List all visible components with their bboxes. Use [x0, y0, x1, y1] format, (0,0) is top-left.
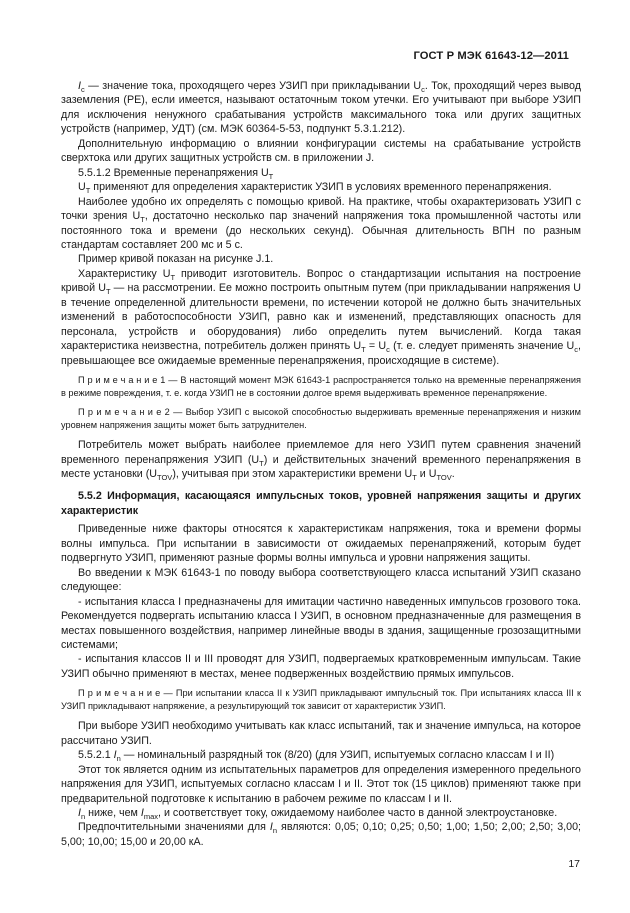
subscript: TOV	[157, 473, 173, 483]
text-run: 5.5.1.2 Временные перенапряжения U	[78, 166, 269, 179]
text-run: , достаточно несколько пар значений напряжения тока промышленной частоты или постоянного тока и времени (до нескольких секунд). Обычная длительность ВПН по разным стандартам составляет 200 мс и 5 с.	[61, 210, 581, 251]
subscript: T	[105, 287, 111, 297]
paragraph-figure-ref: Пример кривой показан на рисунке J.1.	[78, 253, 274, 266]
subscript: TOV	[436, 473, 452, 483]
section-5-5-1-2-title	[61, 166, 581, 180]
standard-header: ГОСТ Р МЭК 61643-12—2011	[413, 50, 569, 62]
text-run: Потребитель может выбрать наиболее приемлемое для него УЗИП путем сравнения значений временного перенапряжения УЗИП (U	[61, 439, 581, 466]
page-number: 17	[568, 858, 580, 870]
symbol-i: I	[78, 80, 81, 92]
symbol-i: I	[78, 807, 81, 820]
note-2: П р и м е ч а н и е 2 — Выбор УЗИП с высокой способностью выдерживать временные перенапряжения и низким уровнем напряжения защиты может быть затруднителен.	[61, 407, 581, 431]
note-1: П р и м е ч а н и е 1 — В настоящий момент МЭК 61643-1 распространяется только на временные перенапряжения в режиме повреждения, т. е. когда УЗИП не в состоянии долгое время выдерживать временное перенапряжение.	[61, 375, 581, 399]
subscript: c	[80, 85, 85, 95]
text-run: Характеристику U	[78, 267, 171, 280]
text-run: — значение тока, проходящего через УЗИП при прикладывании U	[84, 80, 422, 92]
text-run: U	[78, 181, 86, 194]
section-5-5-2-heading: 5.5.2 Информация, касающаяся импульсных токов, уровней напряжения защиты и других характеристик	[61, 490, 581, 517]
subscript: T	[259, 458, 264, 468]
paragraph-class-1: - испытания класса I предназначены для имитации частично наведенных импульсов грозового тока. Рекомендуется подвергать испытанию класса I УЗИП, в основном предназначенные для размещения в местах повышенного воздействия, например линейные вводы в здания, защищенные грозозащитными системами;	[61, 595, 581, 651]
subscript: n	[80, 812, 86, 822]
text-run: .	[451, 467, 455, 480]
text-run: являются: 0,05; 0,10; 0,25; 0,50; 1,00; 1,50; 2,00; 2,50; 3,00; 5,00; 10,00; 15,00 и 20,00 кА.	[61, 821, 581, 848]
note-3: П р и м е ч а н и е — При испытании класса II к УЗИП прикладывают импульсный ток. При испытаниях класса III к УЗИП прикладывают напряжение, а результирующий ток зависит от характеристик УЗИП.	[61, 688, 581, 712]
text-run: приводит изготовитель. Вопрос о стандартизации испытания на построение кривой U	[61, 267, 581, 295]
text-run: Наиболее удобно их определять с помощью кривой. На практике, чтобы охарактеризовать УЗИП с точки зрения U	[61, 195, 581, 223]
paragraph-ut-manufacturer	[61, 267, 581, 368]
text-run: Предпочтительными значениями для	[78, 821, 270, 834]
paragraph-intro-iec: Во введении к МЭК 61643-1 по поводу выбора соответствующего класса испытаний УЗИП сказано следующее:	[61, 566, 581, 594]
subscript: T	[268, 171, 274, 181]
paragraph-additional-info: Дополнительную информацию о влиянии конфигурации системы на срабатывание устройств сверхтока или других защитных устройств см. в приложении J.	[61, 137, 581, 165]
text-run: . Ток, проходящий через вывод заземления (PE), если имеется, называют остаточным током утечки. Его учитывают при выборе УЗИП для исключения ненужного срабатывания устройств максимального тока или других защитных устройств (например, УДТ) (см. МЭК 60364-5-53, подпункт 5.3.1.212).	[61, 80, 581, 136]
text-run: ниже, чем	[85, 807, 141, 820]
text-run: — на рассмотрении. Ее можно построить опытным путем (при прикладывании напряжения U в течение определенной длительности времени, по истечении которой не должно быть значительных изменений в работоспособности УЗИП, равно как и изменений, представляющих опасность для персонала, устройств и оборудования) либо определить путем вычислений. Когда такая характеристика неизвестна, потребитель должен принять U	[61, 282, 581, 353]
text-run: (т. е. следует применять значение U	[389, 340, 575, 353]
paragraph-comparison	[61, 438, 581, 481]
subscript: T	[170, 273, 176, 283]
subscript: T	[412, 473, 417, 483]
subscript: T	[85, 186, 91, 196]
paragraph-factors: Приведенные ниже факторы относятся к характеристикам напряжения, тока и времени формы волны импульса. При испытании в зависимости от ожидаемых перенапряжений, которым будет подвергнуто УЗИП, применяют разные формы волны импульса и уровни напряжения защиты.	[61, 523, 581, 565]
paragraph-ic	[61, 79, 581, 137]
text-run: = U	[365, 340, 387, 353]
text-run: — номинальный разрядный ток (8/20) (для УЗИП, испытуемых согласно классам I и II)	[120, 749, 555, 762]
text-run: применяют для определения характеристик УЗИП в условиях временного перенапряжения.	[90, 181, 552, 194]
subscript: T	[140, 215, 145, 225]
subscript: c	[421, 85, 425, 95]
text-run: , и соответствует току, ожидаемому наиболее часто в данной электроустановке.	[158, 807, 558, 820]
subscript: T	[361, 345, 366, 355]
text-run: ) и действительных значений временного перенапряжения в месте установки (U	[61, 453, 581, 480]
paragraph-preferred-values	[61, 820, 581, 849]
subscript: n	[116, 754, 121, 764]
section-5-5-2-1-title	[61, 748, 581, 762]
paragraph-class-2-3: - испытания классов II и III проводят для УЗИП, подвергаемых кратковременным импульсам. Такие УЗИП обычно применяют в местах, менее подверженных воздействию прямых импульсов.	[61, 653, 581, 680]
text-run: ), учитывая при этом характеристики времени U	[172, 467, 413, 480]
symbol-i: I	[140, 807, 144, 820]
text-run: и U	[416, 467, 437, 480]
text-run: , превышающее все ожидаемые временные перенапряжения, происходящие в системе).	[61, 340, 581, 367]
paragraph-curve	[61, 195, 581, 253]
subscript: n	[272, 826, 278, 836]
symbol-i: I	[113, 749, 117, 762]
text-run: 5.5.2.1	[78, 749, 114, 762]
paragraph-ut-use	[61, 180, 581, 194]
paragraph-in-lower	[61, 806, 581, 820]
document-body	[61, 79, 581, 849]
paragraph-test-current: Этот ток является одним из испытательных параметров для определения измеренного предельного напряжения для УЗИП, испытуемых согласно классам I и II. Этот ток (15 циклов) применяют также при предварительной подготовке к испытанию в рабочем режиме по классам I и II.	[61, 763, 581, 805]
paragraph-selection: При выборе УЗИП необходимо учитывать как класс испытаний, так и значение импульса, на которое рассчитано УЗИП.	[61, 720, 581, 747]
symbol-i: I	[269, 821, 273, 834]
subscript: c	[574, 345, 579, 355]
subscript: c	[386, 345, 390, 355]
subscript: max	[143, 812, 159, 822]
